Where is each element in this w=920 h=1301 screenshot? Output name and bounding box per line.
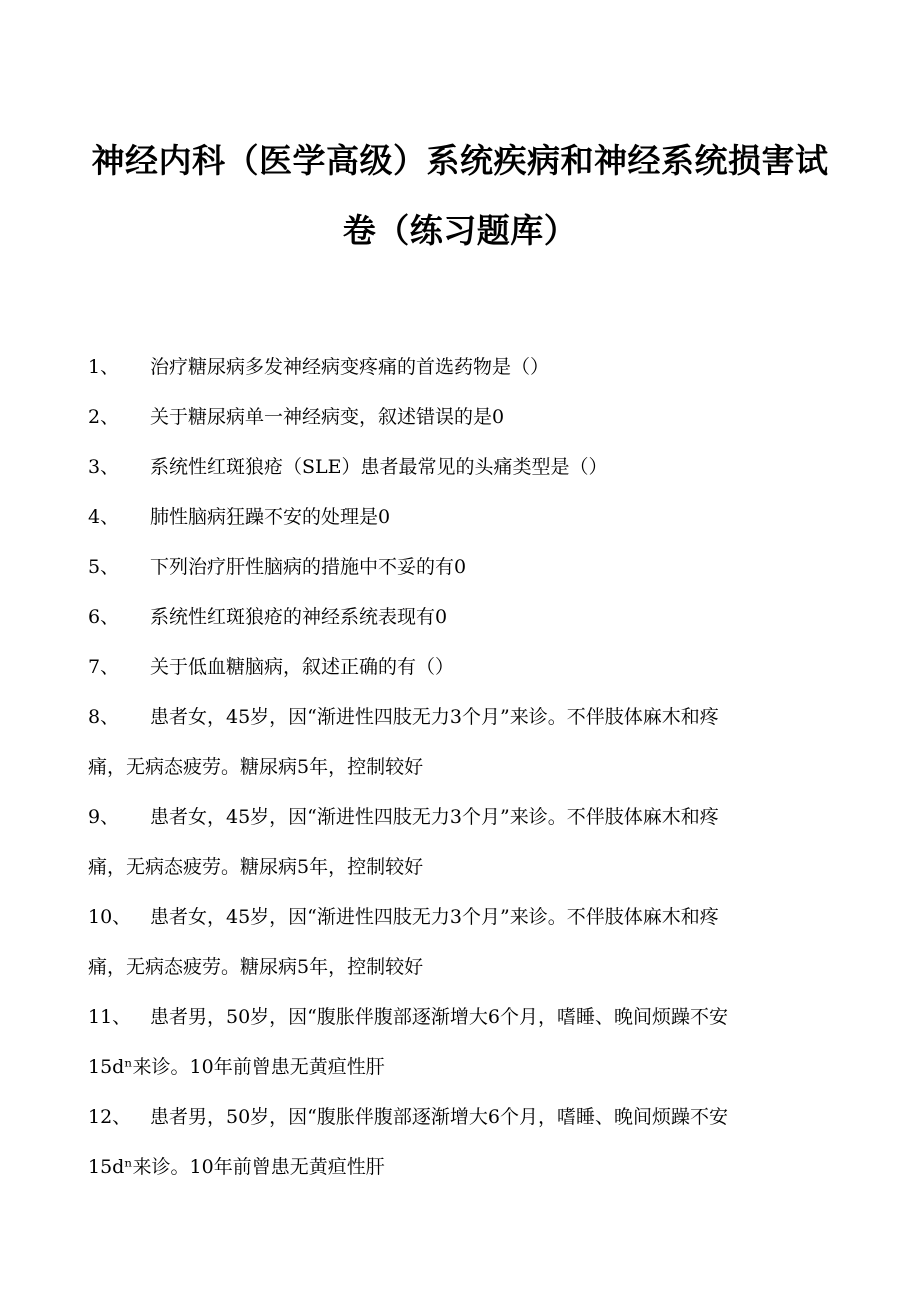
question-item bbox=[88, 342, 818, 392]
question-number: 7、 bbox=[88, 656, 120, 678]
question-number: 2、 bbox=[88, 406, 120, 428]
question-text: 患者男，50岁，因“腹胀伴腹部逐渐增大6个月，嗜睡、晚间烦躁不安 bbox=[150, 1106, 728, 1128]
question-number: 3、 bbox=[88, 456, 120, 478]
question-number: 1、 bbox=[88, 356, 120, 378]
question-text-continued: 痛，无病态疲劳。糖尿病5年，控制较好 bbox=[88, 756, 424, 778]
question-number: 10、 bbox=[88, 906, 132, 928]
question-text: 肺性脑病狂躁不安的处理是0 bbox=[150, 506, 391, 528]
question-text: 关于糖尿病单一神经病变，叙述错误的是0 bbox=[150, 406, 505, 428]
document-title-line-1: 神经内科（医学高级）系统疾病和神经系统损害试 bbox=[91, 141, 829, 180]
question-number: 5、 bbox=[88, 556, 120, 578]
question-text-continued: 痛，无病态疲劳。糖尿病5年，控制较好 bbox=[88, 856, 424, 878]
question-text: 患者女，45岁，因“渐进性四肢无力3个月”来诊。不伴肢体麻木和疼 bbox=[150, 806, 719, 828]
question-text: 系统性红斑狼疮的神经系统表现有0 bbox=[150, 606, 448, 628]
question-number: 11、 bbox=[88, 1006, 132, 1028]
question-text-continued: 15dⁿ来诊。10年前曾患无黄疸性肝 bbox=[88, 1056, 385, 1078]
question-text: 患者男，50岁，因“腹胀伴腹部逐渐增大6个月，嗜睡、晚间烦躁不安 bbox=[150, 1006, 728, 1028]
question-number: 8、 bbox=[88, 706, 120, 728]
question-item bbox=[88, 492, 818, 542]
question-number: 6、 bbox=[88, 606, 120, 628]
question-text: 系统性红斑狼疮（SLE）患者最常见的头痛类型是（） bbox=[150, 456, 608, 478]
question-text-continued: 15dⁿ来诊。10年前曾患无黄疸性肝 bbox=[88, 1156, 385, 1178]
question-item bbox=[88, 642, 818, 692]
document-title-line-2: 卷（练习题库） bbox=[342, 211, 578, 250]
question-text: 治疗糖尿病多发神经病变疼痛的首选药物是（） bbox=[150, 356, 550, 378]
question-item bbox=[88, 592, 818, 642]
question-text: 患者女，45岁，因“渐进性四肢无力3个月”来诊。不伴肢体麻木和疼 bbox=[150, 706, 719, 728]
question-item bbox=[88, 692, 818, 742]
question-text: 关于低血糖脑病，叙述正确的有（） bbox=[150, 656, 455, 678]
question-item bbox=[88, 392, 818, 442]
question-item bbox=[88, 1092, 818, 1142]
question-item bbox=[88, 442, 818, 492]
question-item bbox=[88, 792, 818, 842]
question-text-continued: 痛，无病态疲劳。糖尿病5年，控制较好 bbox=[88, 956, 424, 978]
question-number: 9、 bbox=[88, 806, 120, 828]
question-number: 12、 bbox=[88, 1106, 132, 1128]
question-text: 下列治疗肝性脑病的措施中不妥的有0 bbox=[150, 556, 467, 578]
question-text: 患者女，45岁，因“渐进性四肢无力3个月”来诊。不伴肢体麻木和疼 bbox=[150, 906, 719, 928]
question-item bbox=[88, 892, 818, 942]
question-item bbox=[88, 542, 818, 592]
question-number: 4、 bbox=[88, 506, 120, 528]
question-item bbox=[88, 992, 818, 1042]
